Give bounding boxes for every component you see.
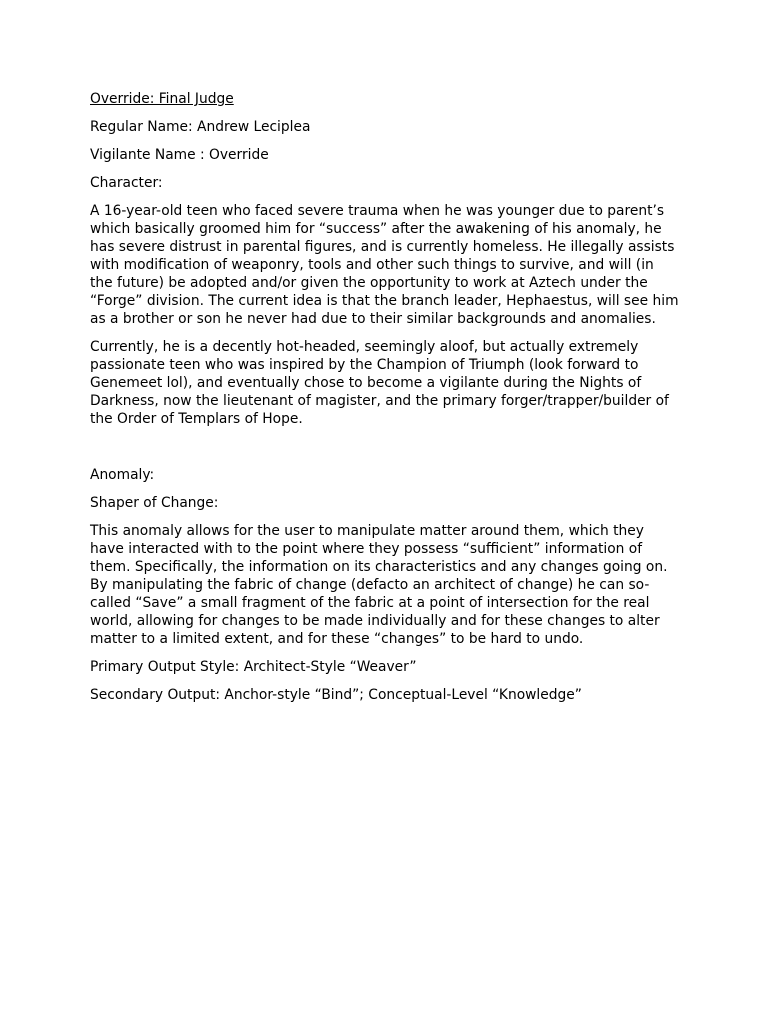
anomaly-description: This anomaly allows for the user to manipulate matter around them, which they have interacted with to the point where they possess “sufficient” information of them. Specifically, the information on its characteristics and any changes going on. By manipulating the fabric of change (defacto an architect of change) he can so-called “Save” a small fragment of the fabric at a point of intersection for the real world, allowing for changes to be made individually and for these changes to alter matter to a limited extent, and for these “changes” to be hard to undo. xyxy=(90,523,668,647)
character-heading: Character: xyxy=(90,175,163,191)
document-page xyxy=(90,90,680,714)
primary-output: Primary Output Style: Architect-Style “Weaver” xyxy=(90,659,417,675)
blank-line xyxy=(90,438,680,466)
character-paragraph-1: A 16-year-old teen who faced severe trauma when he was younger due to parent’s which basically groomed him for “success” after the awakening of his anomaly, he has severe distrust in parental figures, and is currently homeless. He illegally assists with modification of weaponry, tools and other such things to survive, and will (in the future) be adopted and/or given the opportunity to work at Aztech under the “Forge” division. The current idea is that the branch leader, Hephaestus, will see him as a brother or son he never had due to their similar backgrounds and anomalies. xyxy=(90,203,679,327)
anomaly-heading: Anomaly: xyxy=(90,467,155,483)
document-title: Override: Final Judge xyxy=(90,91,234,107)
secondary-output: Secondary Output: Anchor-style “Bind”; Conceptual-Level “Knowledge” xyxy=(90,687,582,703)
character-paragraph-2: Currently, he is a decently hot-headed, seemingly aloof, but actually extremely passionate teen who was inspired by the Champion of Triumph (look forward to Genemeet lol), and eventually chose to become a vigilante during the Nights of Darkness, now the lieutenant of magister, and the primary forger/trapper/builder of the Order of Templars of Hope. xyxy=(90,339,669,427)
anomaly-name: Shaper of Change: xyxy=(90,495,219,511)
vigilante-name: Vigilante Name : Override xyxy=(90,147,269,163)
regular-name: Regular Name: Andrew Leciplea xyxy=(90,119,311,135)
